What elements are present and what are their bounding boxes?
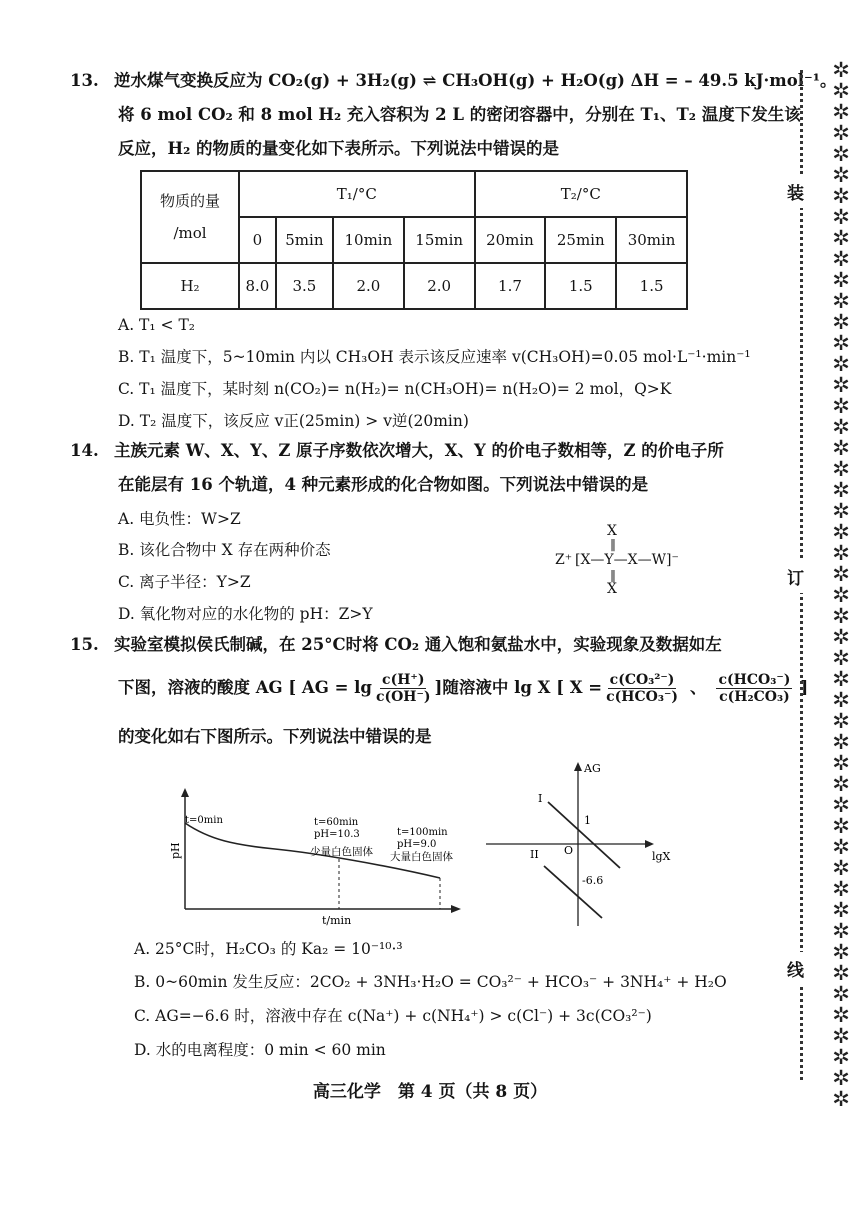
table-value-cell: 1.7 (475, 263, 546, 309)
q15-number: 15. (70, 635, 99, 654)
table-value-cell: 2.0 (333, 263, 404, 309)
binding-label-xian: 线 (787, 952, 804, 985)
q14-number: 14. (70, 441, 99, 460)
time-x-axis-arrow (451, 905, 461, 913)
binding-label-zhuang: 装 (787, 175, 804, 208)
q14-line2: 在能层有 16 个轨道，4 种元素形成的化合物如图。下列说法中错误的是 (118, 475, 649, 494)
table-time-cell: 10min (333, 217, 404, 263)
lgx-axis-label: lgX (652, 850, 671, 863)
binding-gear-border: ✲✲✲✲✲✲✲✲✲✲✲✲✲✲✲✲✲✲✲✲✲✲✲✲✲✲✲✲✲✲✲✲✲✲✲✲✲✲✲✲✲✲✲✲✲✲✲✲✲✲ (832, 58, 850, 1111)
x1-fraction: $\frac{\text{c(CO₃²⁻)}}{\text{c(HCO₃⁻)}}$ (606, 671, 678, 705)
structure-top-double-bond: ‖ (610, 537, 616, 551)
x2-fraction: $\frac{\text{c(HCO₃⁻)}}{\text{c(H₂CO₃)}}$ (718, 671, 791, 705)
table-value-cell: 3.5 (276, 263, 333, 309)
line-I (548, 802, 620, 868)
origin-label: O (564, 844, 574, 857)
table-header-t2: T₂/°C (475, 171, 687, 217)
table-value-cell: 2.0 (404, 263, 475, 309)
page-footer: 高三化学 第 4 页（共 8 页） (312, 1082, 548, 1102)
table-value-cell: 1.5 (545, 263, 616, 309)
q14-option-c: C. 离子半径：Y>Z (118, 573, 251, 591)
intercept-neg-label: -6.6 (582, 874, 604, 887)
structure-top-x: X (607, 523, 617, 539)
q13-line3: 反应，H₂ 的物质的量变化如下表所示。下列说法中错误的是 (118, 139, 560, 158)
ag-fraction: $\frac{c(H^+)}{c(OH^-)}$ (375, 671, 431, 705)
binding-label-ding: 订 (787, 560, 804, 593)
structure-chain: [X—Y—X—W]⁻ (575, 552, 679, 568)
ion-structure-figure (555, 523, 705, 603)
q13-option-c: C. T₁ 温度下，某时刻 n(CO₂)= n(H₂)= n(CH₃OH)= n(H₂O)= 2 mol，Q>K (118, 380, 672, 398)
t0-label: t=0min (185, 815, 223, 826)
q13-option-d: D. T₂ 温度下，该反应 v正(25min) > v逆(20min) (118, 412, 469, 430)
lgx-x-axis-arrow (645, 840, 654, 848)
table-time-cell: 25min (545, 217, 616, 263)
table-corner-header: 物质的量 /mol (141, 171, 239, 263)
table-time-cell: 15min (404, 217, 475, 263)
structure-bottom-x: X (607, 581, 617, 597)
obs60-label: 少量白色固体 (310, 846, 373, 858)
q15-line1: 15. 实验室模拟侯氏制碱，在 25°C时将 CO₂ 通入饱和氨盐水中，实验现象及数据如左 (70, 635, 722, 654)
q13-number: 13. (70, 71, 99, 90)
ph-y-axis-arrow (181, 788, 189, 797)
ag-lgx-figure (480, 758, 680, 930)
ph-axis-label: pH (169, 842, 182, 859)
ag-y-axis-arrow (574, 762, 582, 771)
table-time-cell: 5min (276, 217, 333, 263)
q14-line1: 14. 主族元素 W、X、Y、Z 原子序数依次增大，X、Y 的价电子数相等，Z 的价电子所 (70, 441, 724, 460)
ph-time-figure (165, 785, 465, 927)
q14-option-b: B. 该化合物中 X 存在两种价态 (118, 541, 331, 559)
table-time-cell: 30min (616, 217, 687, 263)
ph100-label: pH=9.0 (397, 839, 437, 850)
t100-label: t=100min (397, 827, 448, 838)
line-II-label: II (530, 848, 539, 861)
h2-amount-table (140, 170, 688, 310)
q13-option-b: B. T₁ 温度下，5~10min 内以 CH₃OH 表示该反应速率 v(CH₃OH)=0.05 mol·L⁻¹·min⁻¹ (118, 348, 751, 366)
time-axis-label: t/min (322, 914, 352, 927)
q13-line2: 将 6 mol CO₂ 和 8 mol H₂ 充入容积为 2 L 的密闭容器中，分别在 T₁、T₂ 温度下发生该 (118, 105, 801, 124)
table-h2-row (141, 263, 687, 309)
q15-line3: 的变化如右下图所示。下列说法中错误的是 (118, 727, 432, 746)
q15-option-d: D. 水的电离程度：0 min < 60 min (134, 1041, 386, 1059)
obs100-label: 大量白色固体 (390, 851, 453, 863)
q15-line2: 下图，溶液的酸度 AG [ AG = lg $\frac{c(H^+)}{c(OH^-)}$ ]随溶液中 lg X [ X = $\frac{\text{c(CO₃²⁻)}}{\text{c(HCO₃⁻)}}$ 、 $\frac{\text{c(HCO₃⁻)}}{\text{c(H₂CO₃)}}$ ] (118, 671, 809, 705)
intercept-1-label: 1 (584, 814, 591, 827)
q14-option-d: D. 氧化物对应的水化物的 pH：Z>Y (118, 605, 373, 623)
table-row-label: H₂ (141, 263, 239, 309)
q15-option-b: B. 0~60min 发生反应：2CO₂ + 3NH₃·H₂O = CO₃²⁻ + HCO₃⁻ + 3NH₄⁺ + H₂O (134, 973, 727, 991)
t60-label: t=60min (314, 817, 359, 828)
table-time-cell: 20min (475, 217, 546, 263)
table-value-cell: 8.0 (239, 263, 276, 309)
q15-option-c: C. AG=−6.6 时，溶液中存在 c(Na⁺) + c(NH₄⁺) > c(Cl⁻) + 3c(CO₃²⁻) (134, 1007, 652, 1025)
table-value-cell: 1.5 (616, 263, 687, 309)
ag-axis-label: AG (584, 762, 601, 775)
ph60-label: pH=10.3 (314, 829, 360, 840)
table-time-cell: 0 (239, 217, 276, 263)
q13-option-a: A. T₁ < T₂ (118, 316, 195, 334)
q14-option-a: A. 电负性：W>Z (118, 510, 241, 528)
structure-cation: Z⁺ (555, 552, 573, 568)
line-I-label: I (538, 792, 543, 805)
structure-bottom-double-bond: ‖ (610, 568, 616, 582)
q15-option-a: A. 25°C时，H₂CO₃ 的 Ka₂ = 10⁻¹⁰·³ (134, 940, 403, 958)
table-header-t1: T₁/°C (239, 171, 475, 217)
q13-line1: 13. 逆水煤气变换反应为 CO₂(g) + 3H₂(g) ⇌ CH₃OH(g) + H₂O(g) ΔH = – 49.5 kJ·mol⁻¹。 (70, 71, 837, 90)
